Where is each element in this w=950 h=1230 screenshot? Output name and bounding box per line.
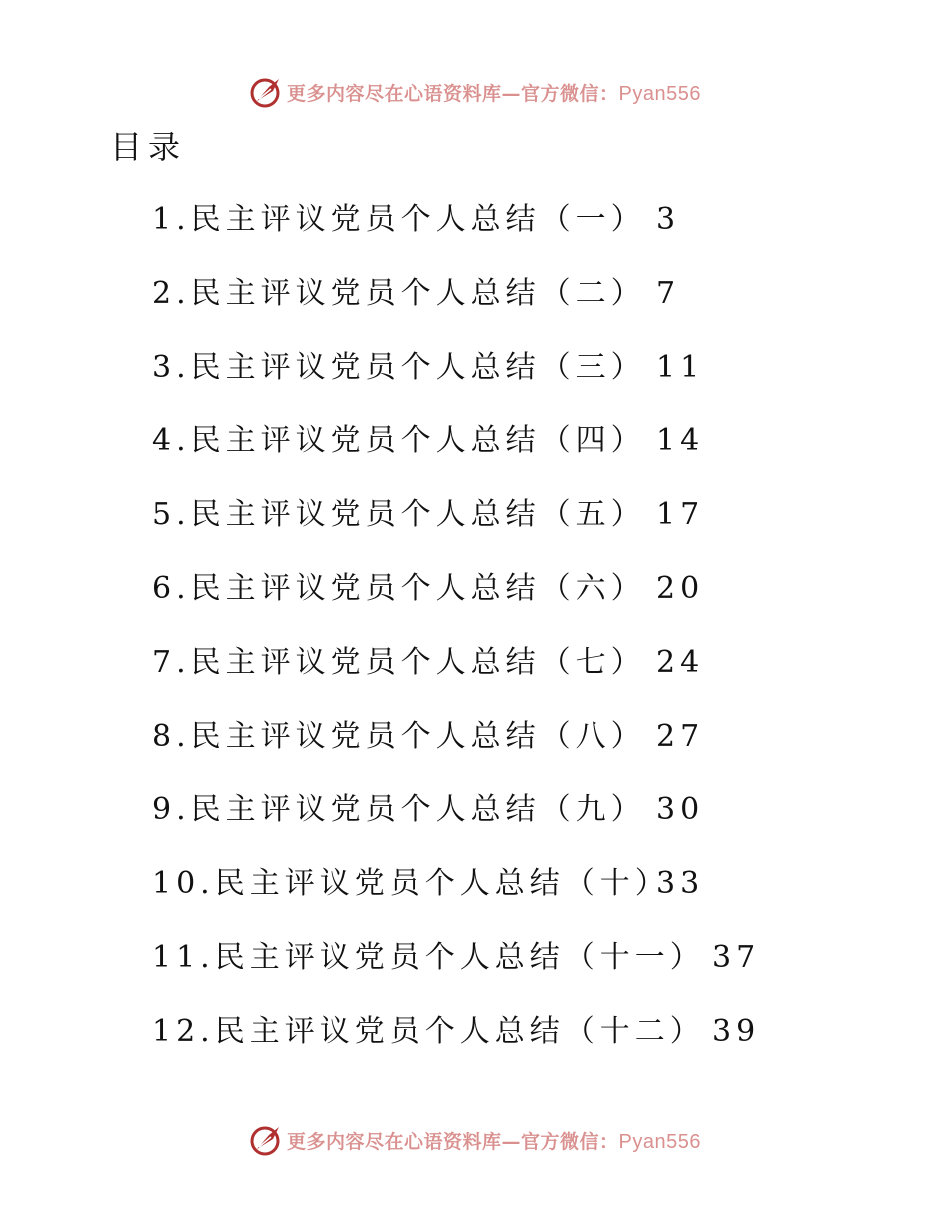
toc-entry[interactable] (152, 569, 705, 609)
quill-logo-icon (249, 1123, 283, 1157)
toc-entry-label: 10.民主评议党员个人总结（十） (152, 866, 670, 902)
watermark-text: 更多内容尽在心语资料库—官方微信：Pyan556 (287, 82, 701, 105)
toc-entry-label: 12.民主评议党员个人总结（十二） (152, 1013, 705, 1049)
toc-entry-label: 4.民主评议党员个人总结（四） (152, 423, 646, 459)
toc-entry-label: 9.民主评议党员个人总结（九） (152, 792, 646, 828)
toc-entry-page-number: 11 (656, 349, 705, 385)
toc-entry-page-number: 27 (656, 718, 705, 754)
toc-entry-page-number: 37 (712, 940, 761, 975)
watermark-wechat-id: Pyan556 (618, 1130, 701, 1153)
toc-entry[interactable] (152, 938, 761, 978)
toc-entry-label: 3.民主评议党员个人总结（三） (152, 349, 646, 385)
toc-entry-page-number: 17 (656, 497, 705, 533)
toc-entry[interactable] (152, 1012, 761, 1052)
toc-title: 目录 (110, 128, 187, 166)
toc-entry-page-number: 7 (656, 275, 681, 311)
toc-entry[interactable] (152, 643, 705, 683)
toc-entry-label: 6.民主评议党员个人总结（六） (152, 571, 646, 606)
toc-entry-page-number: 39 (712, 1013, 761, 1049)
watermark-text: 更多内容尽在心语资料库—官方微信：Pyan556 (287, 1130, 701, 1153)
toc-entry-label: 8.民主评议党员个人总结（八） (152, 718, 646, 754)
toc-entry[interactable] (152, 421, 705, 461)
toc-entry-page-number: 3 (656, 202, 681, 237)
toc-entry[interactable] (152, 717, 705, 757)
toc-entry-page-number: 33 (656, 866, 705, 902)
toc-entry[interactable] (152, 348, 705, 388)
toc-entry[interactable] (152, 274, 681, 314)
toc-entry-label: 7.民主评议党员个人总结（七） (152, 644, 646, 680)
toc-entry-label: 1.民主评议党员个人总结（一） (152, 202, 646, 237)
toc-entry[interactable] (152, 200, 681, 240)
toc-entry[interactable] (152, 495, 705, 535)
footer-watermark (0, 1120, 950, 1160)
toc-entry-label: 2.民主评议党员个人总结（二） (152, 275, 646, 311)
header-watermark (0, 72, 950, 112)
toc-entry-page-number: 24 (656, 644, 705, 680)
quill-logo-icon (249, 75, 283, 109)
toc-entry-label: 5.民主评议党员个人总结（五） (152, 497, 646, 533)
toc-entry[interactable] (152, 864, 705, 904)
toc-entry-page-number: 20 (656, 571, 705, 606)
toc-entry[interactable] (152, 790, 705, 830)
watermark-wechat-id: Pyan556 (618, 82, 701, 105)
toc-entry-label: 11.民主评议党员个人总结（十一） (152, 940, 705, 975)
toc-entry-page-number: 30 (656, 792, 705, 828)
toc-entry-page-number: 14 (656, 423, 705, 459)
